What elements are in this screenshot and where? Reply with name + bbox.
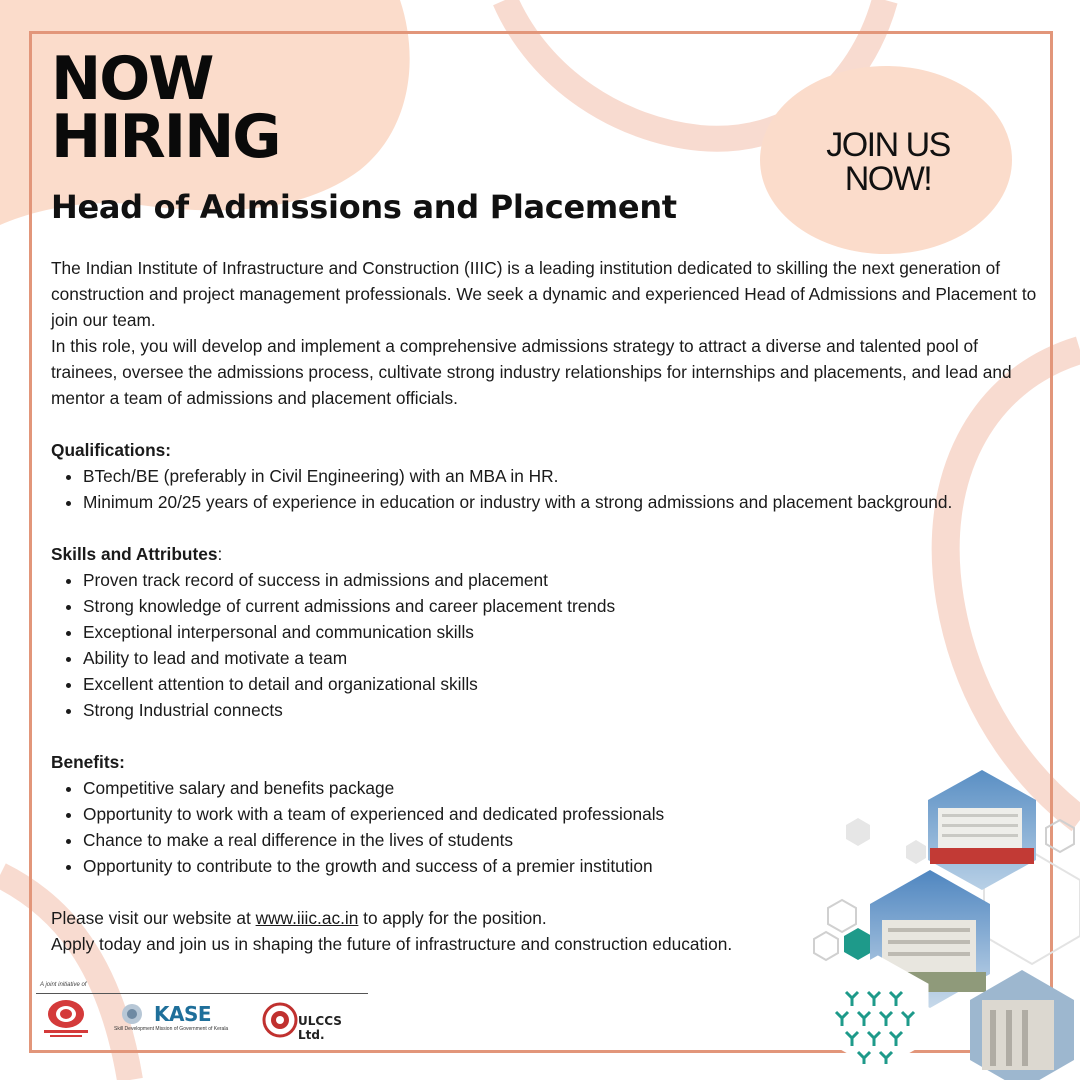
list-item: • Strong Industrial connects [83, 697, 1041, 723]
kerala-emblem-logo [38, 998, 94, 1040]
qualifications-heading: Qualifications: [51, 440, 172, 460]
list-item: • Proven track record of success in admissions and placement [83, 567, 1041, 593]
intro-paragraph-1: The Indian Institute of Infrastructure and Construction (IIIC) is a leading institution dedicated to skilling the next generation of construction and project management professionals. We seek a dynamic and experienced Head of Admissions and Placement to join our team. [51, 258, 1037, 330]
outline-hex-4 [814, 932, 838, 960]
list-item: • Exceptional interpersonal and communication skills [83, 619, 1041, 645]
apply-prefix: Please visit our website at [51, 908, 256, 928]
list-item: • Ability to lead and motivate a team [83, 645, 1041, 671]
list-item: • Minimum 20/25 years of experience in education or industry with a strong admissions and placement background. [83, 489, 1041, 515]
ulccs-emblem-logo [262, 1002, 298, 1038]
partner-logos [36, 982, 372, 1042]
outline-hex-5 [1046, 820, 1074, 852]
list-item: • Competitive salary and benefits package [83, 775, 1041, 801]
join-line-2: NOW! [844, 160, 932, 198]
join-line-1: JOIN US [826, 126, 950, 164]
skills-heading-colon: : [217, 544, 223, 564]
apply-suffix: to apply for the position. [358, 908, 547, 928]
apply-line-2: Apply today and join us in shaping the future of infrastructure and construction education. [51, 934, 733, 954]
outline-hex-3 [828, 900, 856, 932]
headline-line-2: HIRING [51, 102, 280, 172]
kase-wordmark: KASE [154, 1002, 212, 1026]
qualifications-list [51, 463, 1041, 515]
skills-list [51, 567, 1041, 723]
now-hiring-headline [51, 44, 280, 172]
list-item: • Chance to make a real difference in the lives of students [83, 827, 1041, 853]
teal-hex-1 [844, 928, 872, 960]
job-title: Head of Admissions and Placement [51, 188, 677, 226]
kase-logo [114, 1002, 254, 1038]
intro-paragraph-2: In this role, you will develop and implement a comprehensive admissions strategy to attract a diverse and talented pool of trainees, oversee the admissions process, cultivate strong industry relationships for internships and placements, and lead and mentor a team of admissions and placement officials. [51, 336, 1012, 408]
list-item: • Opportunity to work with a team of experienced and dedicated professionals [83, 801, 1041, 827]
joint-initiative-label: A joint initiative of [40, 982, 87, 988]
join-us-callout [790, 128, 986, 196]
website-link[interactable]: www.iiic.ac.in [255, 908, 359, 928]
list-item: • Strong knowledge of current admissions and career placement trends [83, 593, 1041, 619]
list-item: • BTech/BE (preferably in Civil Engineering) with an MBA in HR. [83, 463, 1041, 489]
skill-mission-emblem [114, 1002, 150, 1026]
list-item: • Opportunity to contribute to the growth and success of a premier institution [83, 853, 1041, 879]
skills-heading: Skills and Attributes [51, 544, 218, 564]
ulccs-wordmark: ULCCS Ltd. [298, 1014, 342, 1042]
hexagon-photo-collage [810, 760, 1080, 1080]
outline-hex-2 [906, 840, 926, 864]
benefits-heading: Benefits: [51, 752, 125, 772]
kase-subtitle: Skill Development Mission of Government of Kerala [114, 1026, 229, 1032]
skills-heading-row [51, 541, 1041, 567]
list-item: • Excellent attention to detail and organizational skills [83, 671, 1041, 697]
logo-divider [36, 993, 368, 994]
headline-line-1: NOW [51, 44, 213, 114]
outline-hex-1 [846, 818, 870, 846]
